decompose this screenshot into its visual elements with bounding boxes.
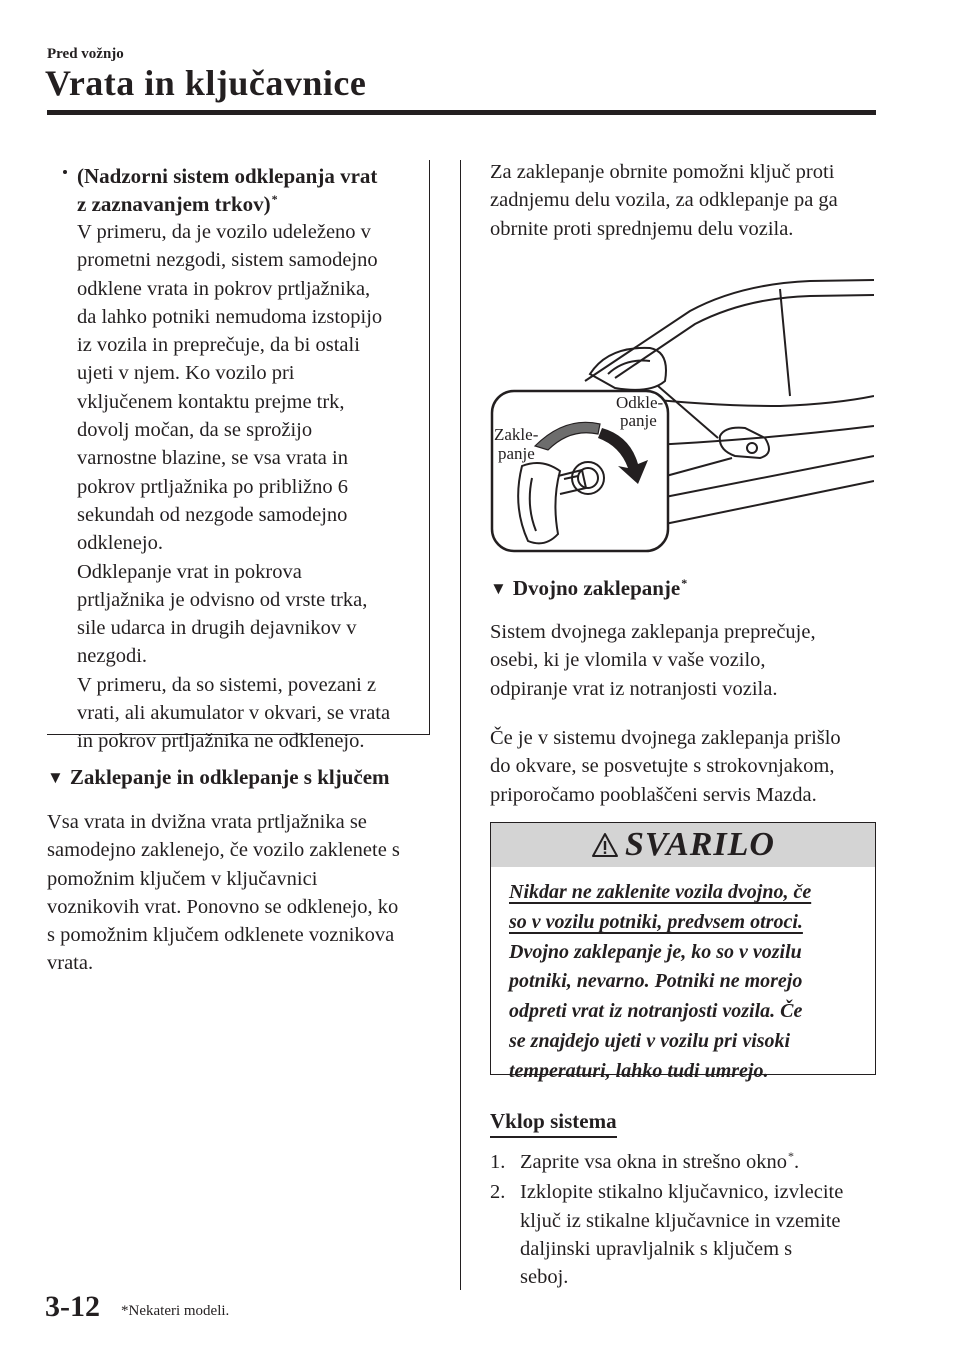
text-line: varnostne blazine, se vsa vrata in [77, 447, 348, 470]
text-line: sile udarca in drugih dejavnikov v [77, 617, 357, 640]
warning-text [509, 878, 869, 1087]
warning-line: Nikdar ne zaklenite vozila dvojno, če [509, 881, 812, 903]
key-lock-text [47, 808, 447, 978]
text-line: priporočamo pooblaščeni servis Mazda. [490, 783, 817, 806]
door-key-drawing [490, 266, 874, 554]
page-number: 3-12 [45, 1290, 100, 1323]
text-line: voznikovih vrat. Ponovno se odklenejo, ko [47, 895, 399, 918]
warning-line: so v vozilu potniki, predvsem otroci. [509, 910, 803, 933]
text-line: in pokrov prtljažnika ne odklenejo. [77, 730, 365, 753]
crash-unlock-box [47, 160, 430, 753]
text-line: odpiranje vrat iz notranjosti vozila. [490, 677, 778, 700]
triangle-marker-icon: ▼ [47, 768, 64, 787]
text-line: prtljažnika je odvisno od vrste trka, [77, 588, 368, 611]
column-divider [460, 160, 461, 1290]
footnote-mark: * [681, 576, 688, 590]
text-line: nezgodi. [77, 645, 148, 668]
step-line: Izklopite stikalno ključavnico, izvlecite [520, 1181, 844, 1204]
text-line: do okvare, se posvetujte s strokovnjakom, [490, 755, 835, 778]
text-line: pomožnim ključem v ključavnici [47, 867, 318, 890]
text-line: zadnjemu delu vozila, za odklepanje pa ga [490, 189, 838, 212]
double-lock-service-note [490, 724, 880, 809]
text-line: V primeru, da je vozilo udeleženo v [77, 221, 371, 243]
step-number: 2. [490, 1181, 506, 1204]
text-line: vrati, ali akumulator v okvari, se vrata [77, 702, 391, 725]
text-line: Za zaklepanje obrnite pomožni ključ proti [490, 161, 835, 183]
warning-title: SVARILO [625, 826, 775, 863]
heading-line: (Nadzorni sistem odklepanja vrat [77, 164, 378, 188]
warning-line: odpreti vrat iz notranjosti vozila. Če [509, 1000, 803, 1023]
chapter-title: Vrata in ključavnice [45, 63, 367, 103]
activation-heading: Vklop sistema [490, 1108, 617, 1138]
step-number: 1. [490, 1151, 506, 1173]
unlock-label: Odkle- [616, 393, 664, 412]
text-line: odklenejo. [77, 532, 163, 555]
lock-label: panje [498, 444, 535, 463]
activation-steps [490, 1148, 882, 1291]
text-line: vrata. [47, 952, 94, 975]
text-line: pokrov prtljažnika po približno 6 [77, 475, 348, 498]
warning-box [490, 822, 876, 1082]
text-line: obrnite proti sprednjemu delu vozila. [490, 217, 794, 240]
crash-unlock-heading [77, 162, 422, 221]
text-line: V primeru, da so sistemi, povezani z [77, 673, 377, 696]
text-line: Če je v sistemu dvojnega zaklepanja prišlo [490, 727, 841, 749]
footnote: *Nekateri modeli. [121, 1303, 230, 1319]
heading-line: z zaznavanjem trkov)* [77, 192, 278, 216]
text-line: samodejno zaklenejo, če vozilo zaklenete s [47, 839, 400, 862]
footnote-mark: * [788, 1149, 795, 1163]
text-line: dovolj močan, da se sprožijo [77, 419, 313, 442]
step-line: Zaprite vsa okna in strešno okno*. [520, 1149, 800, 1173]
step-line: daljinski upravljalnik s ključem s [520, 1237, 793, 1260]
warning-line: potniki, nevarno. Potniki ne morejo [509, 970, 803, 993]
section-label: Pred vožnjo [47, 46, 124, 62]
text-line: Vsa vrata in dvižna vrata prtljažnika se [47, 811, 367, 833]
bullet-dot [63, 170, 67, 174]
step-item [490, 1148, 882, 1178]
door-lock-illustration [490, 266, 874, 554]
text-line: osebi, ki je vlomila v vaše vozilo, [490, 649, 766, 672]
double-lock-heading: ▼ Dvojno zaklepanje* [490, 576, 688, 600]
warning-line: se znajdejo ujeti v vozilu pri visoki [509, 1029, 791, 1052]
warning-line: Dvojno zaklepanje je, ko so v vozilu [509, 940, 802, 963]
text-line: ujeti v njem. Ko vozilo pri [77, 362, 295, 385]
text-line: sekundah od nezgode samodejno [77, 503, 348, 526]
step-item [490, 1178, 882, 1291]
key-direction-text [490, 158, 880, 243]
warning-triangle-icon [591, 832, 619, 858]
footnote-mark: * [271, 192, 278, 206]
key-lock-heading: ▼ Zaklepanje in odklepanje s ključem [47, 765, 390, 789]
lock-label: Zakle- [494, 425, 539, 444]
text-line: odklene vrata in pokrov prtljažnika, [77, 277, 371, 300]
unlock-label: panje [620, 411, 657, 430]
double-lock-description [490, 618, 880, 703]
text-line: prometni nezgodi, sistem samodejno [77, 249, 378, 272]
step-line: seboj. [520, 1266, 569, 1289]
text-line: Sistem dvojnega zaklepanja preprečuje, [490, 621, 816, 643]
step-line: ključ iz stikalne ključavnice in vzemite [520, 1209, 841, 1232]
text-line: s pomožnim ključem odklenete voznikova [47, 924, 395, 947]
crash-unlock-text [77, 218, 432, 756]
text-line: vključenem kontaktu prejme trk, [77, 390, 345, 413]
text-line: iz vozila in preprečuje, da bi ostali [77, 334, 360, 357]
text-line: Odklepanje vrat in pokrova [77, 560, 302, 583]
warning-header [491, 823, 875, 867]
triangle-marker-icon: ▼ [490, 579, 507, 598]
warning-line: temperaturi, lahko tudi umrejo. [509, 1059, 769, 1082]
text-line: da lahko potniki nemudoma izstopijo [77, 305, 383, 328]
header-rule [47, 110, 876, 115]
